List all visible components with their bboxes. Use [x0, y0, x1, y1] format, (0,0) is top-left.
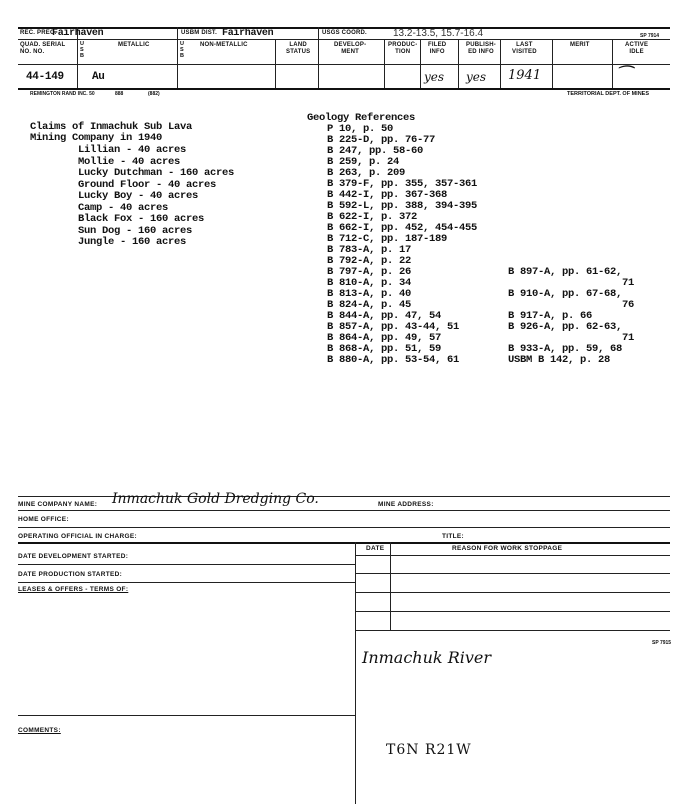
- header-mid-rule: [18, 39, 670, 40]
- row-rule: [18, 542, 670, 544]
- metallic-label: METALLIC: [118, 42, 150, 48]
- township-range-value: T6N R21W: [386, 742, 472, 758]
- claim-item: Jungle - 160 acres: [78, 236, 187, 248]
- mine-company-value: Inmachuk Gold Dredging Co.: [112, 491, 319, 507]
- row-rule: [355, 630, 670, 631]
- geology-ref: USBM B 142, p. 28: [508, 354, 611, 366]
- row-rule: [355, 592, 670, 593]
- geology-ref-cont: 71: [622, 332, 635, 344]
- form-number-top: SP 7914: [640, 33, 660, 39]
- geology-ref: B 926-A, pp. 62-63,: [508, 321, 623, 333]
- row-rule: [355, 555, 670, 556]
- divider: [458, 39, 459, 88]
- quad-serial-label: QUAD. SERIAL NO. NO.: [20, 42, 66, 55]
- geology-heading: Geology References: [307, 112, 416, 124]
- row-rule: [18, 582, 355, 583]
- metallic-value: Au: [92, 71, 105, 83]
- row-rule: [18, 715, 355, 716]
- production-label: PRODUC- TION: [388, 42, 418, 55]
- geology-refs-col2: [508, 267, 634, 366]
- row-rule: [355, 611, 670, 612]
- geology-ref: B 263, p. 209: [327, 167, 406, 179]
- published-info-label: PUBLISH- ED INFO: [466, 42, 496, 55]
- claims-heading-line1: Claims of Inmachuk Sub Lava: [30, 121, 193, 133]
- printer-code-2: (882): [148, 91, 160, 97]
- geology-ref: B 797-A, p. 26: [327, 266, 412, 278]
- divider: [390, 542, 391, 630]
- header-bottom-rule: [18, 88, 670, 90]
- home-office-label: HOME OFFICE:: [18, 516, 69, 523]
- claim-item: Camp - 40 acres: [78, 201, 169, 214]
- active-mark: ⁀: [616, 66, 631, 87]
- claim-item: Lillian - 40 acres: [78, 144, 187, 156]
- geology-ref: B 917-A, p. 66: [508, 310, 593, 322]
- filed-info-label: FILED INFO: [428, 42, 447, 55]
- geology-ref: B 857-A, pp. 43-44, 51: [327, 321, 460, 333]
- geology-ref: B 783-A, p. 17: [327, 244, 412, 256]
- printer-credit: REMINGTON RAND INC. 50: [30, 91, 95, 97]
- divider: [355, 542, 356, 804]
- geology-ref: B 897-A, pp. 61-62,: [508, 266, 623, 278]
- nonmetallic-label: NON-METALLIC: [200, 42, 248, 48]
- usb-left-label: U S B: [80, 41, 85, 59]
- date-production-label: DATE PRODUCTION STARTED:: [18, 571, 123, 578]
- printer-code: 888: [115, 91, 124, 97]
- development-label: DEVELOP- MENT: [334, 42, 367, 55]
- geology-ref: B 662-I, pp. 452, 454-455: [327, 222, 478, 234]
- geology-ref: B 910-A, pp. 67-68,: [508, 288, 623, 300]
- last-visited-value: 1941: [508, 68, 542, 83]
- divider: [177, 27, 178, 88]
- divider: [275, 39, 276, 88]
- title-label: TITLE:: [442, 533, 465, 540]
- rec-prec-value: Fairhaven: [52, 28, 104, 39]
- mine-address-label: MINE ADDRESS:: [378, 501, 434, 508]
- land-status-label: LAND STATUS: [286, 42, 311, 55]
- active-idle-label: ACTIVE IDLE: [625, 42, 649, 55]
- date-development-label: DATE DEVELOPMENT STARTED:: [18, 553, 129, 560]
- geology-ref: B 880-A, pp. 53-54, 61: [327, 354, 460, 366]
- divider: [612, 39, 613, 88]
- geology-refs-col1: [327, 124, 477, 366]
- usgs-coord-label: USGS COORD.: [322, 30, 367, 36]
- claim-item: Black Fox - 160 acres: [78, 213, 205, 225]
- claims-heading: [30, 122, 192, 144]
- published-info-value: yes: [466, 70, 487, 84]
- geology-ref: B 844-A, pp. 47, 54: [327, 310, 442, 322]
- claim-item: Sun Dog - 160 acres: [78, 224, 193, 237]
- geology-ref: B 442-I, pp. 367-368: [327, 189, 448, 201]
- header-top-rule: [18, 27, 670, 29]
- location-value: Inmachuk River: [362, 648, 492, 667]
- row-rule: [18, 527, 670, 528]
- usbm-dist-label: USBM DIST.: [181, 30, 218, 36]
- reason-stoppage-label: REASON FOR WORK STOPPAGE: [452, 545, 563, 552]
- territorial-dept: TERRITORIAL DEPT. OF MINES: [567, 91, 649, 97]
- geology-ref: B 592-L, pp. 388, 394-395: [327, 200, 478, 212]
- mine-company-label: MINE COMPANY NAME:: [18, 501, 98, 508]
- geology-ref: P 10, p. 50: [327, 123, 394, 135]
- geology-ref: B 824-A, p. 45: [327, 299, 412, 311]
- date-column-label: DATE: [366, 545, 385, 552]
- row-rule: [355, 573, 670, 574]
- geology-ref: B 622-I, p. 372: [327, 211, 418, 223]
- geology-ref: B 810-A, p. 34: [327, 277, 412, 289]
- divider: [420, 39, 421, 88]
- row-rule: [18, 564, 355, 565]
- geology-ref: B 225-D, pp. 76-77: [327, 134, 436, 146]
- merit-label: MERIT: [570, 42, 590, 48]
- geology-ref-cont: 76: [622, 299, 635, 311]
- filed-info-value: yes: [424, 70, 445, 84]
- quad-value: 44-149: [26, 71, 64, 83]
- geology-ref: B 868-A, pp. 51, 59: [327, 343, 442, 355]
- claims-heading-line2: Mining Company in 1940: [30, 132, 163, 144]
- usbm-dist-value: Fairhaven: [222, 28, 274, 39]
- last-visited-label: LAST VISITED: [512, 42, 537, 55]
- leases-offers-label: LEASES & OFFERS - TERMS OF:: [18, 586, 129, 593]
- geology-ref-cont: 71: [622, 277, 635, 289]
- geology-ref: B 712-C, pp. 187-189: [327, 233, 448, 245]
- usb-right-label: U S B: [180, 41, 185, 59]
- divider: [552, 39, 553, 88]
- row-rule: [18, 510, 670, 511]
- form-number-bottom: SP 7915: [652, 640, 672, 646]
- claims-list: [78, 145, 234, 249]
- geology-ref: B 379-F, pp. 355, 357-361: [327, 178, 478, 190]
- geology-ref: B 933-A, pp. 59, 68: [508, 343, 623, 355]
- comments-label: COMMENTS:: [18, 727, 61, 734]
- geology-ref: B 792-A, p. 22: [327, 255, 412, 267]
- operating-official-label: OPERATING OFFICIAL IN CHARGE:: [18, 533, 137, 540]
- claim-item: Ground Floor - 40 acres: [78, 178, 217, 191]
- geology-ref: B 247, pp. 58-60: [327, 145, 424, 157]
- header-label-rule: [18, 64, 670, 65]
- usgs-coord-value: 13.2-13.5, 15.7-16.4: [393, 28, 484, 39]
- claim-item: Lucky Dutchman - 160 acres: [78, 167, 235, 179]
- geology-ref: B 813-A, p. 40: [327, 288, 412, 300]
- geology-ref: B 259, p. 24: [327, 156, 400, 168]
- geology-ref: B 864-A, pp. 49, 57: [327, 332, 442, 344]
- divider: [318, 27, 319, 88]
- claim-item: Mollie - 40 acres: [78, 155, 181, 168]
- divider: [384, 39, 385, 88]
- rec-prec-label: REC. PREC.: [20, 30, 57, 36]
- divider: [500, 39, 501, 88]
- claim-item: Lucky Boy - 40 acres: [78, 190, 199, 202]
